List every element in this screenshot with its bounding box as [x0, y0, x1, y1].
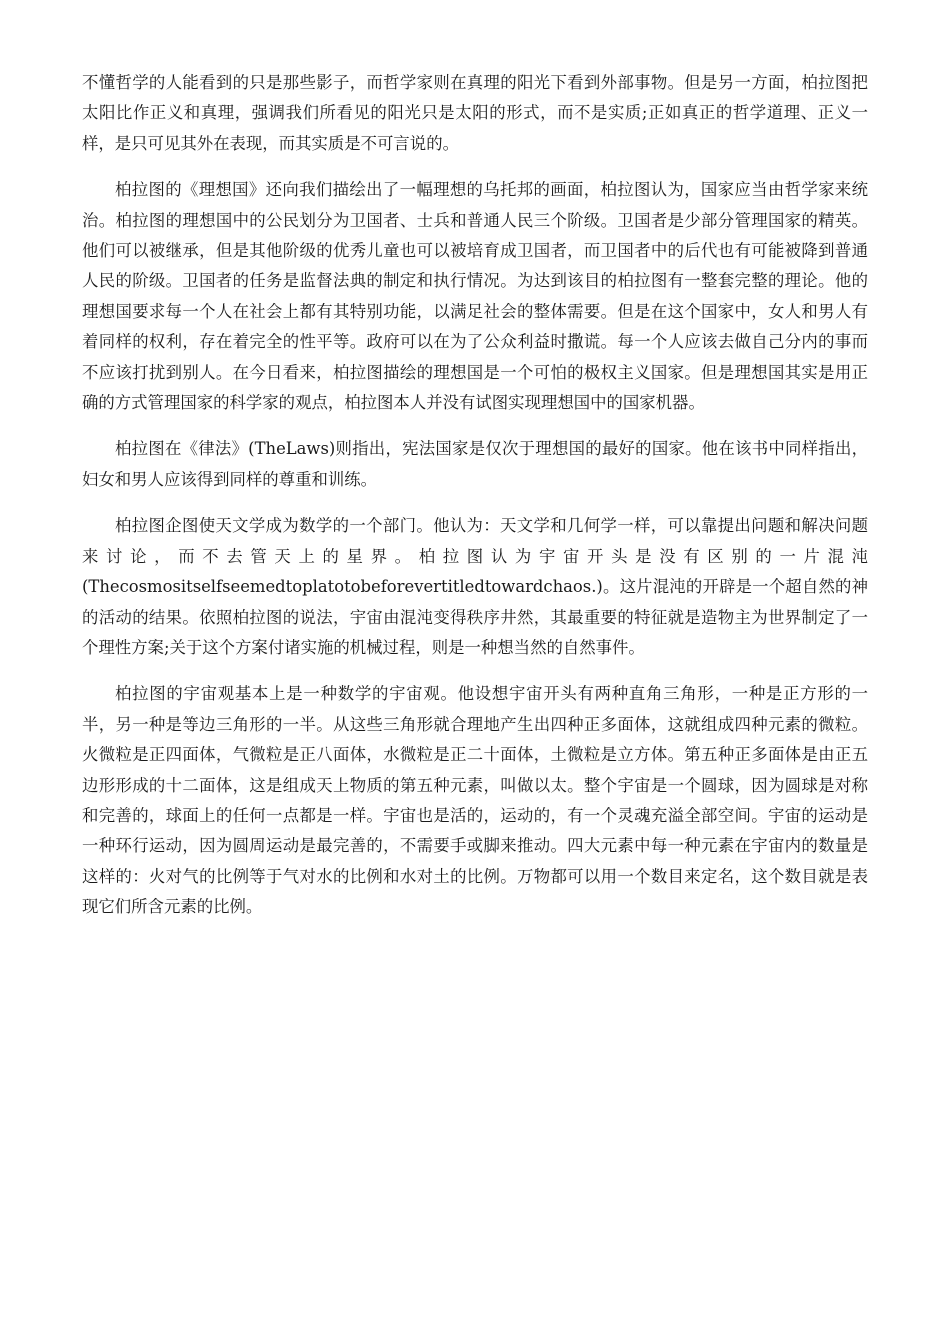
paragraph: 柏拉图在《律法》(TheLaws)则指出，宪法国家是仅次于理想国的最好的国家。他在该书中同样指出，妇女和男人应该得到同样的尊重和训练。 — [82, 439, 868, 489]
document-page — [82, 68, 868, 939]
paragraph: 柏拉图企图使天文学成为数学的一个部门。他认为：天文学和几何学一样，可以靠提出问题和解决问题来讨论，而不去管天上的星界。柏拉图认为宇宙开头是没有区别的一片混沌(Thecosmositselfseemedtoplatotobeforevertitledtowardchaos.)。这片混沌的开辟是一个超自然的神的活动的结果。依照柏拉图的说法，宇宙由混沌变得秩序井然，其最重要的特征就是造物主为世界制定了一个理性方案;关于这个方案付诸实施的机械过程，则是一种想当然的自然事件。 — [82, 516, 868, 657]
paragraph: 柏拉图的宇宙观基本上是一种数学的宇宙观。他设想宇宙开头有两种直角三角形，一种是正方形的一半，另一种是等边三角形的一半。从这些三角形就合理地产生出四种正多面体，这就组成四种元素的微粒。火微粒是正四面体，气微粒是正八面体，水微粒是正二十面体，土微粒是立方体。第五种正多面体是由正五边形形成的十二面体，这是组成天上物质的第五种元素，叫做以太。整个宇宙是一个圆球，因为圆球是对称和完善的，球面上的任何一点都是一样。宇宙也是活的，运动的，有一个灵魂充溢全部空间。宇宙的运动是一种环行运动，因为圆周运动是最完善的，不需要手或脚来推动。四大元素中每一种元素在宇宙内的数量是这样的：火对气的比例等于气对水的比例和水对土的比例。万物都可以用一个数目来定名，这个数目就是表现它们所含元素的比例。 — [82, 684, 868, 917]
paragraph: 不懂哲学的人能看到的只是那些影子，而哲学家则在真理的阳光下看到外部事物。但是另一方面，柏拉图把太阳比作正义和真理，强调我们所看见的阳光只是太阳的形式，而不是实质;正如真正的哲学道理、正义一样，是只可见其外在表现，而其实质是不可言说的。 — [82, 73, 868, 153]
paragraph: 柏拉图的《理想国》还向我们描绘出了一幅理想的乌托邦的画面，柏拉图认为，国家应当由哲学家来统治。柏拉图的理想国中的公民划分为卫国者、士兵和普通人民三个阶级。卫国者是少部分管理国家的精英。他们可以被继承，但是其他阶级的优秀儿童也可以被培育成卫国者，而卫国者中的后代也有可能被降到普通人民的阶级。卫国者的任务是监督法典的制定和执行情况。为达到该目的柏拉图有一整套完整的理论。他的理想国要求每一个人在社会上都有其特别功能，以满足社会的整体需要。但是在这个国家中，女人和男人有着同样的权利，存在着完全的性平等。政府可以在为了公众利益时撒谎。每一个人应该去做自己分内的事而不应该打扰到别人。在今日看来，柏拉图描绘的理想国是一个可怕的极权主义国家。但是理想国其实是用正确的方式管理国家的科学家的观点，柏拉图本人并没有试图实现理想国中的国家机器。 — [82, 180, 868, 413]
